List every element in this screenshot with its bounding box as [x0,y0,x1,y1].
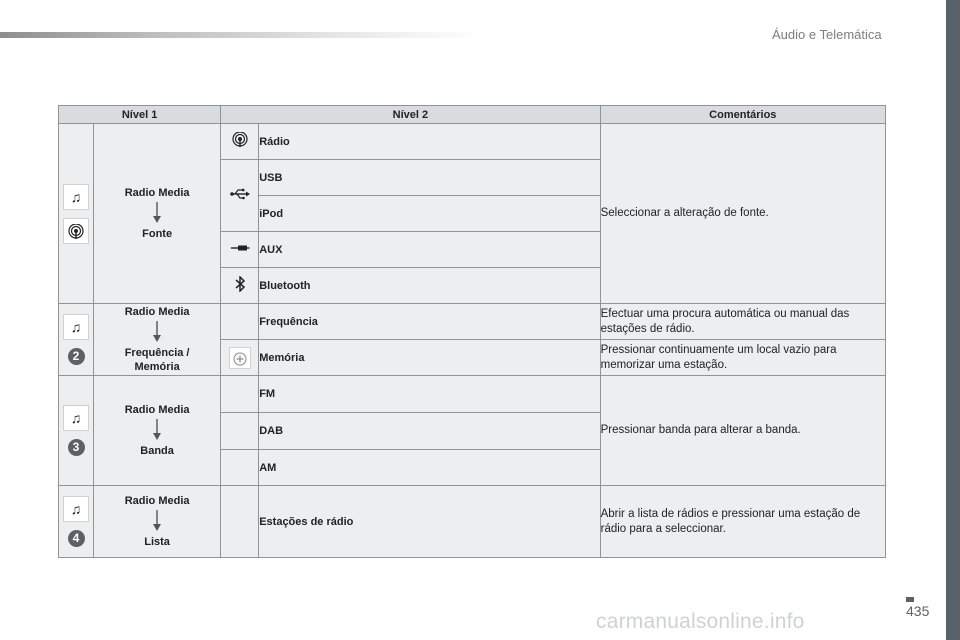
group3-level1 [94,376,221,486]
arrow-down-icon [152,321,162,343]
radio-signal-icon [63,218,89,244]
memory-add-icon [229,347,251,369]
music-note-icon: ♫ [63,496,89,522]
table-row [59,304,886,340]
arrow-down-icon [152,202,162,224]
arrow-down-icon [152,419,162,441]
section-title: Áudio e Telemática [772,27,882,42]
level1-sublabel: Banda [140,445,174,457]
usb-icon-cell [221,160,259,232]
table-row [59,124,886,160]
page-edge-bar [946,0,960,640]
group1-icons [59,124,94,304]
level2-item: AUX [259,232,600,268]
aux-jack-icon [230,243,250,253]
header-level2: Nível 2 [221,106,600,124]
level1-label: Radio Media [124,306,190,318]
group4-icons [59,486,94,558]
memory-icon-cell [221,340,259,376]
music-note-icon: ♫ [63,314,89,340]
arrow-down-icon [152,510,162,532]
level2-item: Frequência [259,304,600,340]
header-level1: Nível 1 [59,106,221,124]
level2-item: AM [259,450,600,486]
header-rule [0,32,480,38]
table-header-row [59,106,886,124]
comment-cell: Pressionar banda para alterar a banda. [600,376,885,486]
group1-level1 [94,124,221,304]
empty-icon-cell [221,304,259,340]
level1-label: Radio Media [124,187,190,199]
level2-item: FM [259,376,600,413]
level1-label: Radio Media [124,495,190,507]
level1-sublabel: Fonte [142,228,173,240]
table-row [59,376,886,413]
page-number: 435 [906,603,930,619]
watermark-text: carmanualsonline.info [596,610,805,633]
aux-icon-cell [221,232,259,268]
group2-level1 [94,304,221,376]
group4-level1 [94,486,221,558]
level1-sublabel: Lista [144,536,170,548]
radio-signal-icon [232,132,248,148]
level2-item: iPod [259,196,600,232]
level2-item: Bluetooth [259,268,600,304]
comment-cell: Pressionar continuamente um local vazio para memorizar uma estação. [600,340,885,376]
level1-label: Radio Media [124,404,190,416]
step-number-badge: 4 [68,530,85,547]
page-number-marker [906,597,914,602]
group2-icons [59,304,94,376]
comment-cell: Seleccionar a alteração de fonte. [600,124,885,304]
level2-item: Rádio [259,124,600,160]
radio-icon-cell [221,124,259,160]
header-comments: Comentários [600,106,885,124]
level2-item: Memória [259,340,600,376]
empty-icon-cell [221,486,259,558]
empty-icon-cell [221,450,259,486]
level2-item: USB [259,160,600,196]
table-row [59,486,886,558]
step-number-badge: 2 [68,348,85,365]
empty-icon-cell [221,376,259,413]
bluetooth-icon [234,276,246,292]
level1-sublabel: Frequência / Memória [124,347,190,373]
usb-icon [230,188,250,200]
comment-cell: Efectuar uma procura automática ou manual das estações de rádio. [600,304,885,340]
empty-icon-cell [221,413,259,450]
comment-cell: Abrir a lista de rádios e pressionar uma estação de rádio para a seleccionar. [600,486,885,558]
step-number-badge: 3 [68,439,85,456]
menu-table [58,105,886,558]
music-note-icon: ♫ [63,184,89,210]
level2-item: DAB [259,413,600,450]
music-note-icon: ♫ [63,405,89,431]
bluetooth-icon-cell [221,268,259,304]
group3-icons [59,376,94,486]
level2-item: Estações de rádio [259,486,600,558]
